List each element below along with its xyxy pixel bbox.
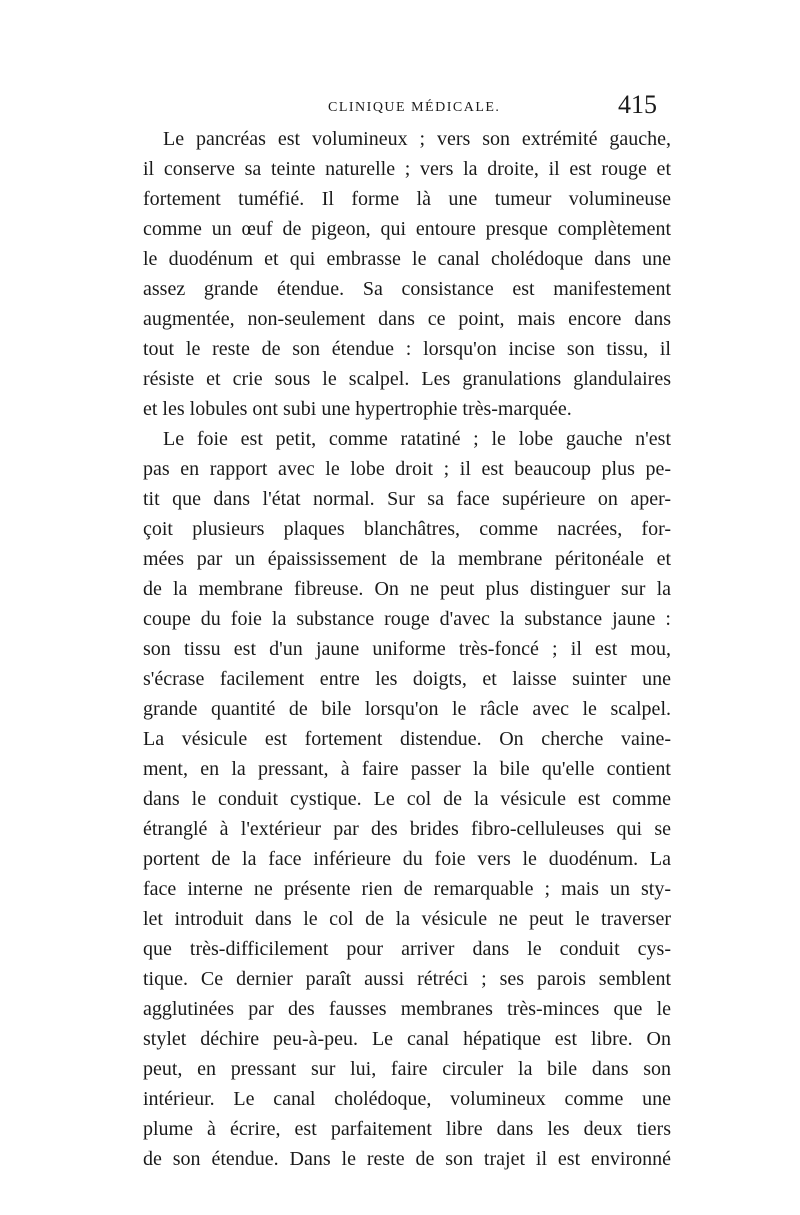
text-line: coupe du foie la substance rouge d'avec la substance jaune : [143,608,671,630]
text-line: agglutinées par des fausses membranes très-minces que le [143,998,671,1020]
text-line: tit que dans l'état normal. Sur sa face supérieure on aper- [143,488,671,510]
text-line: tique. Ce dernier paraît aussi rétréci ; ses parois semblent [143,968,671,990]
text-line: tout le reste de son étendue : lorsqu'on incise son tissu, il [143,338,671,360]
text-line: Le foie est petit, comme ratatiné ; le lobe gauche n'est [163,428,671,450]
text-line: de son étendue. Dans le reste de son trajet il est environné [143,1148,671,1170]
text-line: fortement tuméfié. Il forme là une tumeur volumineuse [143,188,671,210]
text-line: let introduit dans le col de la vésicule ne peut le traverser [143,908,671,930]
text-line: face interne ne présente rien de remarquable ; mais un sty- [143,878,671,900]
text-line: étranglé à l'extérieur par des brides fibro-celluleuses qui se [143,818,671,840]
text-line: portent de la face inférieure du foie vers le duodénum. La [143,848,671,870]
text-line: résiste et crie sous le scalpel. Les granulations glandulaires [143,368,671,390]
text-line: La vésicule est fortement distendue. On cherche vaine- [143,728,671,750]
text-line: que très-difficilement pour arriver dans le conduit cys- [143,938,671,960]
text-line: mées par un épaississement de la membrane péritonéale et [143,548,671,570]
text-line: peut, en pressant sur lui, faire circuler la bile dans son [143,1058,671,1080]
text-line: s'écrase facilement entre les doigts, et laisse suinter une [143,668,671,690]
page-number: 415 [618,90,657,119]
text-line: son tissu est d'un jaune uniforme très-foncé ; il est mou, [143,638,671,660]
text-line: grande quantité de bile lorsqu'on le râcle avec le scalpel. [143,698,671,720]
text-line: et les lobules ont subi une hypertrophie très-marquée. [143,398,572,420]
text-line: comme un œuf de pigeon, qui entoure presque complètement [143,218,671,240]
text-line: çoit plusieurs plaques blanchâtres, comme nacrées, for- [143,518,671,540]
body-text [143,124,671,1174]
text-line: de la membrane fibreuse. On ne peut plus distinguer sur la [143,578,671,600]
text-line: Le pancréas est volumineux ; vers son extrémité gauche, [163,128,671,150]
text-line: plume à écrire, est parfaitement libre dans les deux tiers [143,1118,671,1140]
text-line: dans le conduit cystique. Le col de la vésicule est comme [143,788,671,810]
text-line: il conserve sa teinte naturelle ; vers la droite, il est rouge et [143,158,671,180]
text-line: augmentée, non-seulement dans ce point, mais encore dans [143,308,671,330]
text-line: intérieur. Le canal cholédoque, volumineux comme une [143,1088,671,1110]
text-line: assez grande étendue. Sa consistance est manifestement [143,278,671,300]
text-line: le duodénum et qui embrasse le canal cholédoque dans une [143,248,671,270]
text-line: pas en rapport avec le lobe droit ; il est beaucoup plus pe- [143,458,671,480]
running-title: CLINIQUE MÉDICALE. [328,100,501,115]
text-line: stylet déchire peu-à-peu. Le canal hépatique est libre. On [143,1028,671,1050]
text-line: ment, en la pressant, à faire passer la bile qu'elle contient [143,758,671,780]
